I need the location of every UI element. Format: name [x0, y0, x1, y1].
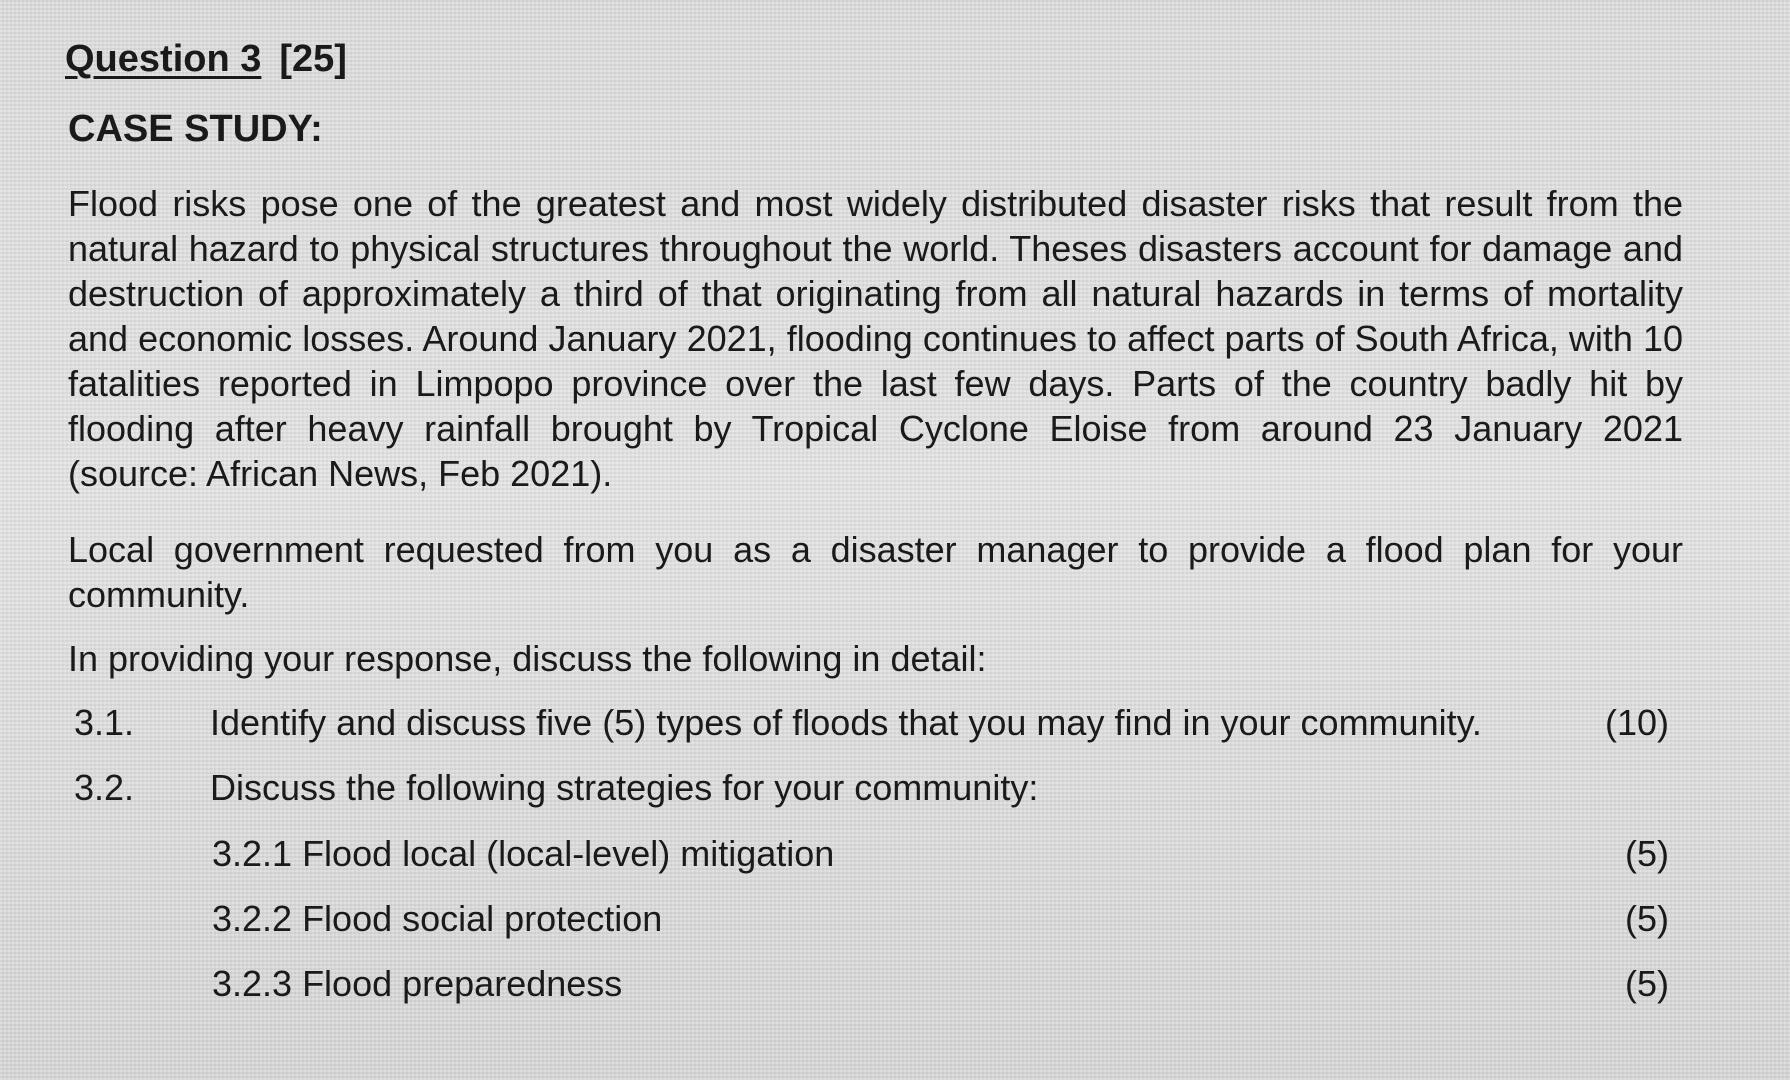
question-3-2: [74, 767, 1669, 815]
question-heading: [65, 38, 347, 81]
question-text: Identify and discuss five (5) types of floods that you may find in your community.: [210, 702, 1482, 743]
question-text: Discuss the following strategies for your community:: [210, 767, 1039, 808]
question-number: 3.2.: [74, 767, 135, 808]
sub-question-3-2-1: [212, 833, 1669, 881]
case-study-paragraph: Flood risks pose one of the greatest and most widely distributed disaster risks that result from the natural hazard to physical structures throughout the world. Theses disasters account for damage and destruction of approximately a third of that originating from all natural hazards in terms of mortality and economic losses. Around January 2021, flooding continues to affect parts of South Africa, with 10 fatalities reported in Limpopo province over the last few days. Parts of the country badly hit by flooding after heavy rainfall brought by Tropical Cyclone Eloise from around 23 January 2021 (source: African News, Feb 2021).: [68, 183, 1683, 494]
sub-question-text: 3.2.1 Flood local (local-level) mitigation: [212, 833, 835, 874]
case-study-label: CASE STUDY:: [68, 108, 323, 150]
sub-question-marks: (5): [1625, 898, 1669, 939]
instruction-paragraph: In providing your response, discuss the following in detail:: [68, 638, 987, 679]
question-title: Question 3: [65, 38, 262, 80]
request-paragraph: Local government requested from you as a disaster manager to provide a flood plan for your community.: [68, 529, 1683, 615]
sub-question-3-2-3: [212, 963, 1669, 1011]
question-marks: (10): [1604, 702, 1669, 743]
sub-question-3-2-2: [212, 898, 1669, 946]
question-3-1: [74, 702, 1669, 750]
question-number: 3.1.: [74, 702, 135, 743]
sub-question-text: 3.2.3 Flood preparedness: [212, 963, 623, 1004]
question-total-marks: [25]: [279, 38, 347, 80]
sub-question-marks: (5): [1625, 833, 1669, 874]
sub-question-marks: (5): [1625, 963, 1669, 1004]
sub-question-text: 3.2.2 Flood social protection: [212, 898, 663, 939]
